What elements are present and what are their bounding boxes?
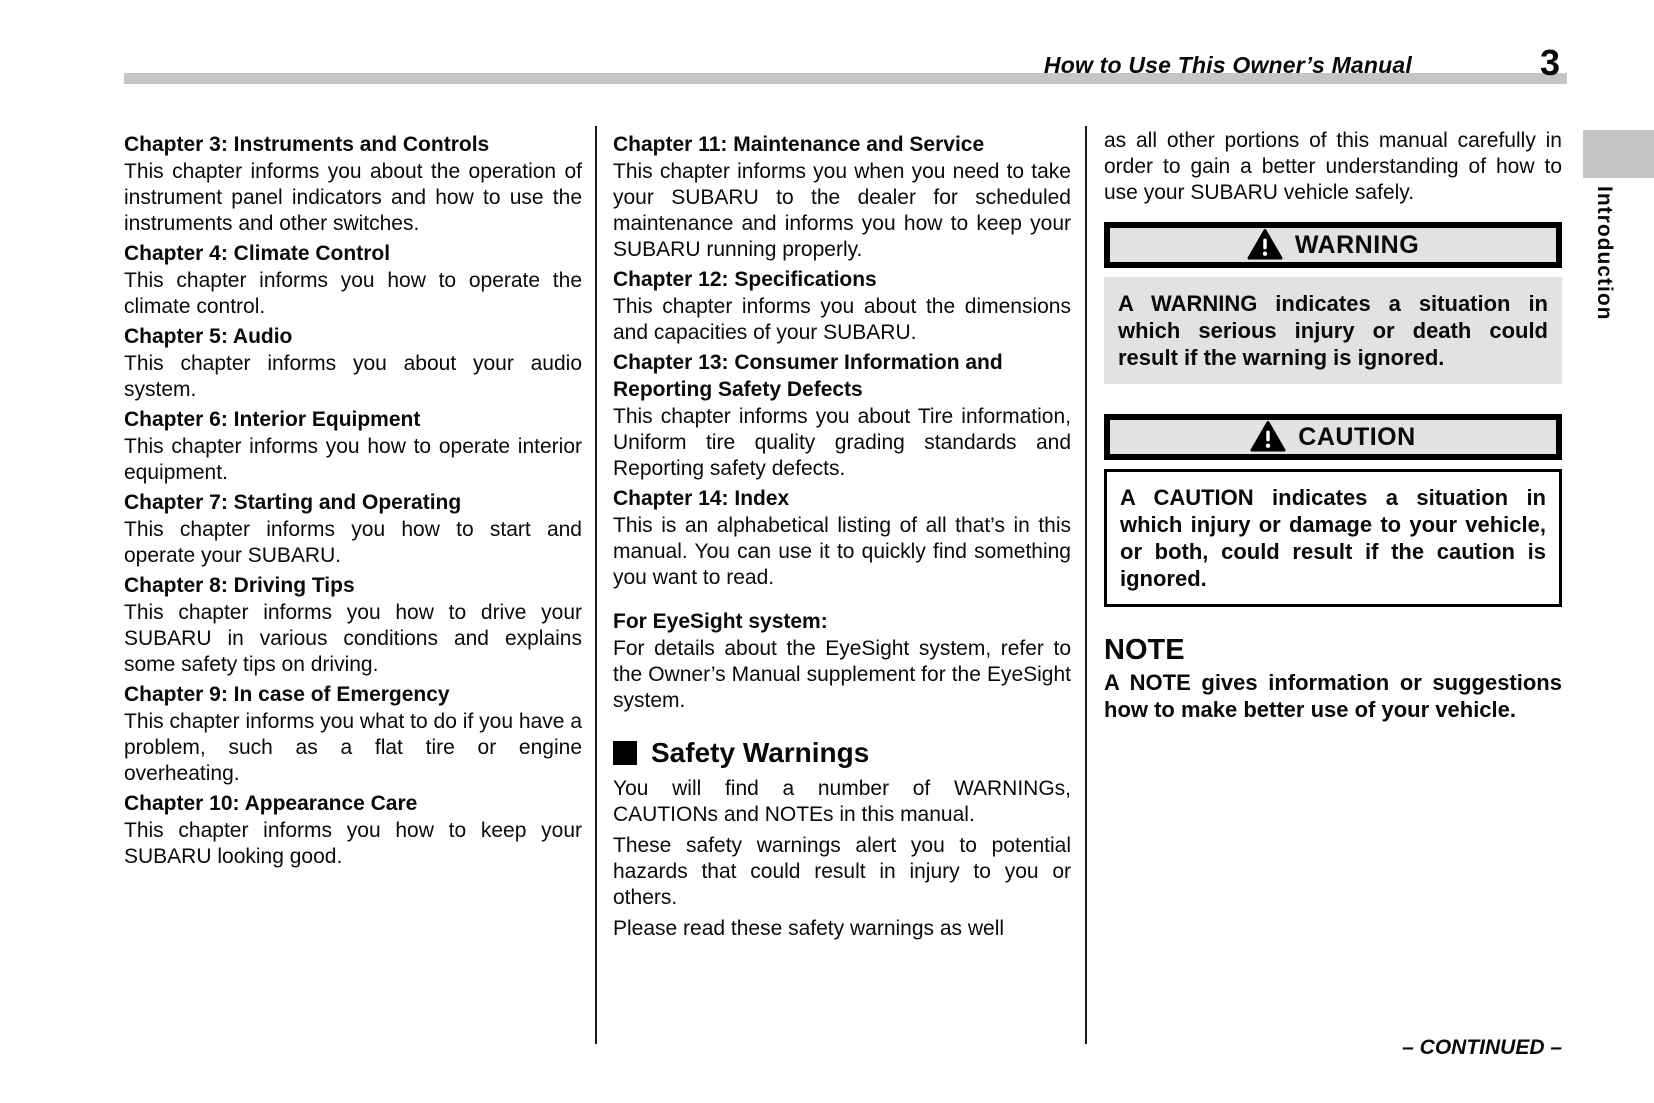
chapter-title: Chapter 14: Index <box>613 487 790 510</box>
chapter-tab-marker <box>1583 130 1654 178</box>
chapter-title: Chapter 11: Maintenance and Service <box>613 133 985 156</box>
chapter-title: Chapter 3: Instruments and Controls <box>124 133 490 156</box>
warning-triangle-icon <box>1250 421 1286 453</box>
note-body: A NOTE gives information or suggestions how to make better use of your vehicle. <box>1104 670 1562 722</box>
chapter-description: This is an alphabetical listing of all that’s in this manual. You can use it to quickly find something you want to read. <box>613 514 1071 589</box>
chapter-title: Chapter 9: In case of Emergency <box>124 683 450 706</box>
chapter-description: This chapter informs you how to operate the climate control. <box>124 269 582 318</box>
safety-paragraph: These safety warnings alert you to potential hazards that could result in injury to you or others. <box>613 834 1071 909</box>
page-number: 3 <box>1540 42 1561 83</box>
column-1 <box>124 128 582 870</box>
continued-marker: – CONTINUED – <box>1402 1036 1562 1059</box>
safety-warnings-heading-text: Safety Warnings <box>651 737 870 768</box>
caution-label: CAUTION <box>1298 423 1416 451</box>
chapter-description: This chapter informs you about the operation of instrument panel indicators and how to use the instruments and other switches. <box>124 160 582 235</box>
section-square-icon <box>613 741 637 765</box>
note-heading: NOTE <box>1104 634 1185 666</box>
caution-box-header <box>1104 414 1562 460</box>
safety-paragraph: You will find a number of WARNINGs, CAUTIONs and NOTEs in this manual. <box>613 777 1071 826</box>
chapter-description: This chapter informs you about your audio system. <box>124 352 582 401</box>
safety-paragraph: Please read these safety warnings as well <box>613 917 1005 940</box>
chapter-description: This chapter informs you when you need to take your SUBARU to the dealer for scheduled maintenance and informs you how to keep your SUBARU running properly. <box>613 160 1071 261</box>
chapter-title: Chapter 5: Audio <box>124 325 293 348</box>
chapter-description: This chapter informs you how to start and operate your SUBARU. <box>124 518 582 567</box>
chapter-title: Chapter 4: Climate Control <box>124 242 391 265</box>
safety-warnings-heading <box>613 738 1071 768</box>
chapter-description: This chapter informs you about the dimensions and capacities of your SUBARU. <box>613 295 1071 344</box>
chapter-title: Chapter 6: Interior Equipment <box>124 408 421 431</box>
chapter-tab-label: Introduction <box>1593 186 1616 321</box>
chapter-title: Chapter 7: Starting and Operating <box>124 491 462 514</box>
chapter-description: This chapter informs you how to operate interior equipment. <box>124 435 582 484</box>
warning-box-body: A WARNING indicates a situation in which serious injury or death could result if the warning is ignored. <box>1104 277 1562 384</box>
column-3 <box>1104 128 1562 723</box>
chapter-description: This chapter informs you about Tire information, Uniform tire quality grading standards and Reporting safety defects. <box>613 405 1071 480</box>
chapter-title: Chapter 8: Driving Tips <box>124 574 355 597</box>
running-header-title: How to Use This Owner’s Manual <box>1043 52 1412 78</box>
column-divider <box>595 126 597 1044</box>
chapter-title: Chapter 12: Specifications <box>613 268 877 291</box>
intro-continuation-text: as all other portions of this manual carefully in order to gain a better understanding of how to use your SUBARU vehicle safely. <box>1104 129 1562 204</box>
chapter-description: This chapter informs you how to keep your SUBARU looking good. <box>124 819 582 868</box>
warning-triangle-icon <box>1247 229 1283 261</box>
caution-box-body: A CAUTION indicates a situation in which injury or damage to your vehicle, or both, could result if the caution is ignored. <box>1104 469 1562 607</box>
eyesight-description: For details about the EyeSight system, refer to the Owner’s Manual supplement for the EyeSight system. <box>613 637 1071 712</box>
warning-box-header <box>1104 222 1562 268</box>
warning-label: WARNING <box>1294 231 1420 259</box>
chapter-title: Chapter 10: Appearance Care <box>124 792 418 815</box>
column-divider <box>1085 126 1087 1044</box>
chapter-description: This chapter informs you how to drive your SUBARU in various conditions and explains some safety tips on driving. <box>124 601 582 676</box>
column-2 <box>613 128 1071 947</box>
eyesight-heading: For EyeSight system: <box>613 610 828 633</box>
chapter-description: This chapter informs you what to do if you have a problem, such as a flat tire or engine overheating. <box>124 710 582 785</box>
chapter-title: Chapter 13: Consumer Information and Reporting Safety Defects <box>613 351 1003 401</box>
spacer <box>613 714 1071 736</box>
spacer <box>613 591 1071 605</box>
